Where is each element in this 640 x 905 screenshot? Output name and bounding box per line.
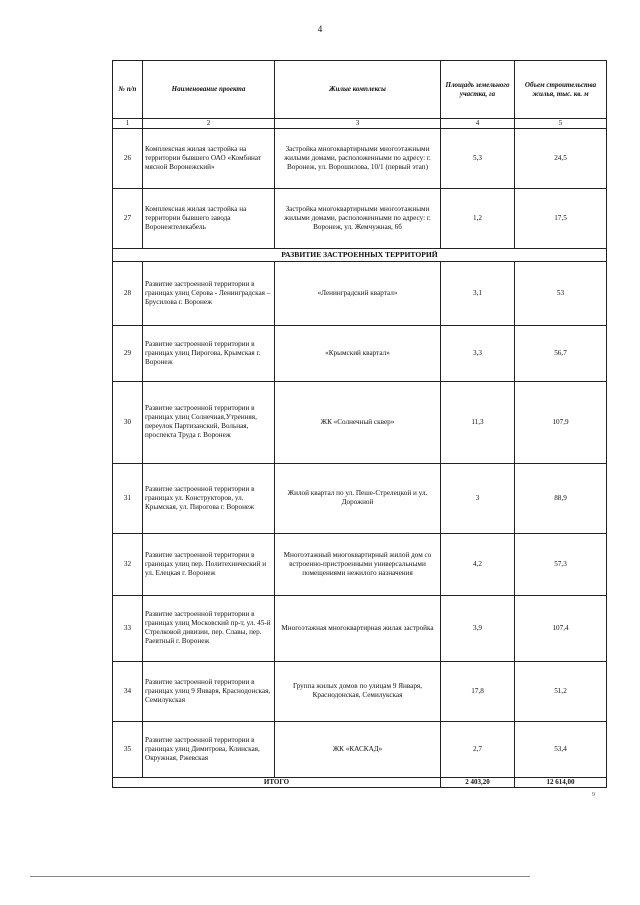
header-row — [113, 61, 607, 119]
residential-complex: Многоэтажная многоквартирная жилая застройка — [275, 595, 441, 661]
row-number: 32 — [113, 533, 143, 595]
row-number: 30 — [113, 381, 143, 463]
project-name: Развитие застроенной территории в границах улиц Московский пр-т, ул. 45-й Стрелковой дивизии, пер. Славы, пер. Раевтный г. Воронеж — [143, 595, 275, 661]
construction-volume: 107,4 — [515, 595, 607, 661]
table-row — [113, 261, 607, 325]
construction-volume: 24,5 — [515, 128, 607, 188]
column-numbers-row — [113, 119, 607, 129]
construction-volume: 17,5 — [515, 188, 607, 248]
header-project: Наименование проекта — [143, 61, 275, 119]
total-row — [113, 777, 607, 787]
section-row — [113, 248, 607, 261]
construction-volume: 53 — [515, 261, 607, 325]
construction-volume: 57,3 — [515, 533, 607, 595]
plot-area: 2,7 — [441, 721, 515, 777]
construction-volume: 53,4 — [515, 721, 607, 777]
plot-area: 11,3 — [441, 381, 515, 463]
project-name: Развитие застроенной территории в границах улиц Пирогова, Крымская г. Воронеж — [143, 325, 275, 381]
project-name: Развитие застроенной территории в границах ул. Конструкторов, ул. Крымская, ул. Пирогова г. Воронеж — [143, 463, 275, 533]
table-row — [113, 661, 607, 721]
header-num: № п/п — [113, 61, 143, 119]
project-name: Развитие застроенной территории в границах улиц Серова - Ленинградская – Брусилова г. Воронеж — [143, 261, 275, 325]
project-name: Комплексная жилая застройка на территории бывшего завода Воронежтелекабель — [143, 188, 275, 248]
construction-volume: 107,9 — [515, 381, 607, 463]
projects-table — [112, 60, 607, 788]
column-number: 1 — [113, 119, 143, 129]
residential-complex: ЖК «Солнечный сквер» — [275, 381, 441, 463]
row-number: 26 — [113, 128, 143, 188]
residential-complex: Застройка многоквартирными многоэтажными жилыми домами, расположенными по адресу: г. Воронеж, ул. Жемчужная, 6б — [275, 188, 441, 248]
plot-area: 5,3 — [441, 128, 515, 188]
plot-area: 3,3 — [441, 325, 515, 381]
row-number: 34 — [113, 661, 143, 721]
residential-complex: Застройка многоквартирными многоэтажными жилыми домами, расположенными по адресу: г. Воронеж, ул. Ворошилова, 10/1 (первый этап) — [275, 128, 441, 188]
total-area: 2 403,20 — [441, 777, 515, 787]
project-name: Развитие застроенной территории в границах улиц Димитрова, Клинская, Окружная, Ржевская — [143, 721, 275, 777]
table-row — [113, 721, 607, 777]
table-row — [113, 128, 607, 188]
header-volume: Объем строительства жилья, тыс. кв. м — [515, 61, 607, 119]
plot-area: 3,1 — [441, 261, 515, 325]
project-name: Комплексная жилая застройка на территории бывшего ОАО «Комбинат мясной Воронежский» — [143, 128, 275, 188]
row-number: 33 — [113, 595, 143, 661]
column-number: 5 — [515, 119, 607, 129]
column-number: 2 — [143, 119, 275, 129]
project-name: Развитие застроенной территории в границах улиц Солнечная,Утренняя, переулок Партизанский, Вольная, проспекта Труда г. Воронеж — [143, 381, 275, 463]
plot-area: 3,9 — [441, 595, 515, 661]
residential-complex: Группа жилых домов по улицам 9 Января, Краснодонская, Семилукская — [275, 661, 441, 721]
plot-area: 3 — [441, 463, 515, 533]
table-row — [113, 188, 607, 248]
table-row — [113, 463, 607, 533]
header-residential: Жилые комплексы — [275, 61, 441, 119]
project-name: Развитие застроенной территории в границах улиц 9 Января, Краснодонская, Семилукская — [143, 661, 275, 721]
header-area: Площадь земельного участка, га — [441, 61, 515, 119]
table-row — [113, 595, 607, 661]
column-number: 4 — [441, 119, 515, 129]
plot-area: 4,2 — [441, 533, 515, 595]
residential-complex: ЖК «КАСКАД» — [275, 721, 441, 777]
table-row — [113, 325, 607, 381]
column-number: 3 — [275, 119, 441, 129]
section-title: РАЗВИТИЕ ЗАСТРОЕННЫХ ТЕРРИТОРИЙ — [113, 248, 607, 261]
row-number: 27 — [113, 188, 143, 248]
plot-area: 1,2 — [441, 188, 515, 248]
plot-area: 17,8 — [441, 661, 515, 721]
page-number: 4 — [317, 24, 323, 34]
total-volume: 12 614,00 — [515, 777, 607, 787]
row-number: 29 — [113, 325, 143, 381]
residential-complex: «Ленинградский квартал» — [275, 261, 441, 325]
construction-volume: 88,9 — [515, 463, 607, 533]
construction-volume: 51,2 — [515, 661, 607, 721]
row-number: 35 — [113, 721, 143, 777]
residential-complex: Многоэтажный многоквартирный жилой дом со встроенно-пристроенными универсальными помещениями нежилого назначения — [275, 533, 441, 595]
residential-complex: Жилой квартал по ул. Пеше-Стрелецкой и ул. Дорожной — [275, 463, 441, 533]
construction-volume: 56,7 — [515, 325, 607, 381]
project-name: Развитие застроенной территории в границах улиц пер. Политехнический и ул. Елецкая г. Воронеж — [143, 533, 275, 595]
table-row — [113, 533, 607, 595]
row-number: 28 — [113, 261, 143, 325]
table-row — [113, 381, 607, 463]
row-number: 31 — [113, 463, 143, 533]
total-label: ИТОГО — [113, 777, 441, 787]
residential-complex: «Крымский квартал» — [275, 325, 441, 381]
footer-divider — [30, 876, 530, 877]
corner-mark: 9 — [592, 792, 595, 798]
